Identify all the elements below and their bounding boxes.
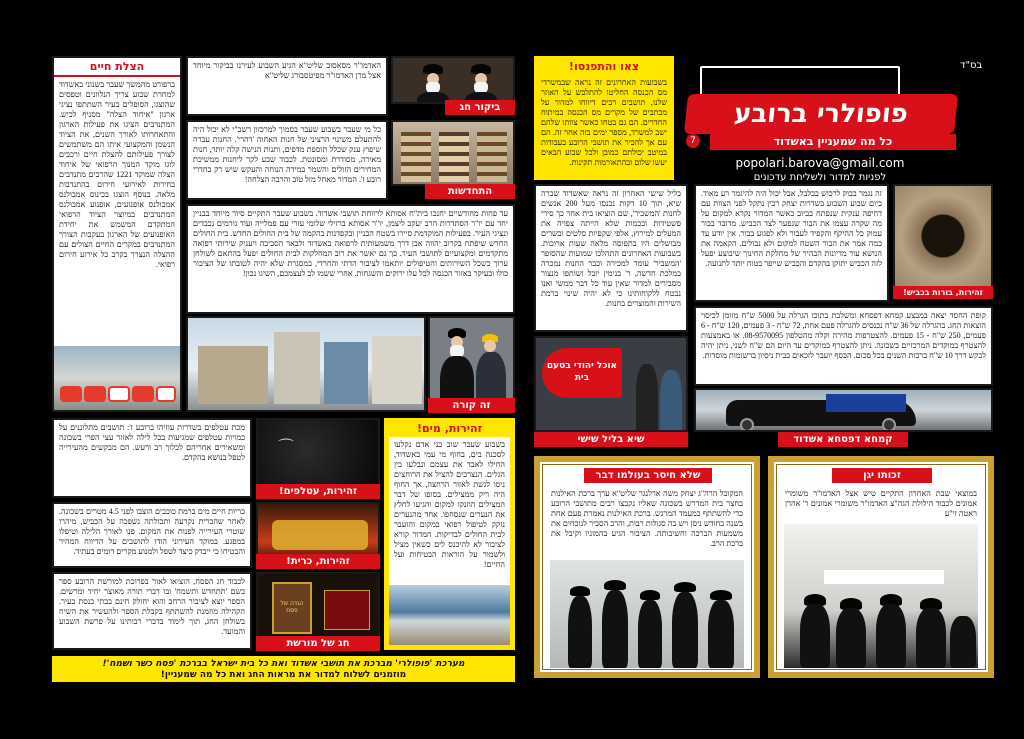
article-body: האדמו"ר מסאסוב שליט"א הגיע השבוע לעירנו בביקור מיוחד אצל מרן האדמו"ר מפיטסבורג שליט"א [193, 61, 381, 80]
article-body: קופת החסד יצאה במבצע קמחא דפסחא ומשלבת בתוכו הגרלה על 5000 ש"ח מזומן לכיסוי הוצאות החג. בהגרלה של 36 ש"ח נכנסים להגרלה פעם אחת, 72 ש"ח - 3 פעמים, 120 ש"ח - 6 פעמים, 250 ש"ח - 15 פעמים. להצטרפות מהירה וקלה מהטלפון 08-9570095. או באמצעות להצטרף במוקדים המרכזיים בשכונה. ניתן להצטרף במוקדים עד היום הם ש"ח לשני, ניתן יהיה לבקש דרך 10 ש"ח ברבות השנים בכל סכום. הכסף יועבר לזכאים בבית ניסיון ברשומות מוסדות. [701, 311, 986, 360]
beach-photo [389, 585, 510, 645]
footer-line-2: מוזמנים לשלוח למדור את מראות החג ואת כל מה שמעניין! [160, 670, 407, 680]
footer-line-1: מערכת 'פופולרי' מברכת את תושבי אשדוד ואת כל בית ישראל בברכת 'פסח כשר ושמח'! [102, 659, 465, 669]
visit-photo [391, 56, 515, 104]
article-kosher-fund [694, 306, 993, 386]
renovation-caption: התחדשות [425, 184, 515, 199]
article-visit [186, 56, 388, 116]
merit-title: זכותו יגן [832, 468, 932, 483]
tradition-caption: חג של מורשת [256, 636, 380, 651]
page-label: בס"ד [960, 60, 983, 71]
article-bats [52, 418, 252, 498]
article-body: במוצאי שבת האחרון התקיים טיש אצל האדמו"ר משומרי אמונים לכבוד הילולת הגה"צ האדמו"ר משומרי אמונים ר' אהרן ראטה זי"ע [785, 489, 977, 518]
car-photo [694, 388, 993, 432]
masthead-subtitle: כל מה שמעניין באשדוד [710, 134, 956, 150]
article-body: בליל שישי האחרון זה נראה שאשדוד שברה שיא, תוך 10 דקות נכנסו מעל 200 אנשים לחנות 'המשביר', שם הוציאו בית אחר כך סירי פשטידות ובכמות שלא הייתה צפויה את המעלים למירוץ, אלפי שקפיות סלטים ובשרים מבושלים היו בתפוסה מלאה שעות ארוכות. בשבועות האחרונים התהלכו שמועות שהסופר 'המשביר' עומד למכירה וכבר החנות נמכרה במלכת חדשה, ר' בנימין יובל ושותפו מנצור מסבירים למדור שאין עוד כל דבר ממשי ואנו נבטח ללקוחותינו כי לא יהיה שינוי ברמת השירות והמוצרים בחנות. [541, 189, 682, 308]
book-title: הגדה של פסח [280, 600, 304, 614]
banner-text: אוכל יהודי בטעם בית [546, 361, 618, 383]
footer-banner [52, 656, 515, 682]
article-merit [768, 456, 994, 678]
article-no-shortage [534, 456, 760, 678]
article-water [384, 418, 515, 650]
article-body: ברפורט מהמשך שעבר בשנוני באשדוד למחרת שבוע צריך הנלוונים וטפסים שהוצגו, הסופלים בעיר השתתפו נציגי ארגון "איחוד הצלה" מסניף לכיש. המתנדבים הציגו את פעילות הארגון והתאחרותו לאורך השנים, את הציוד הנשמן והמקצועי איתו הם משתמשים לצורך פעילותם להצלת חיים ורכבים לוגו מוקד המנוך הרפואי של איחוד הצלה שמוקד 1221 שהרבים מתנדבים בחירות לאירועי חירום בהתנדבות מלאה. בנוסף הוצגו בכינוס אמבולנס אמבולנס אופנועים, אופנוע אמבולנס המתנדבים במיוצר הציוד הרפואי המתקדם המשמש את יחידת האופנועים של הארגון בעקבות הצורך המתנדבים במקרים החיים הצולים עם ההצלה הנצרך בקרב כל אירוע חירום רפואי. [59, 80, 175, 269]
no-shortage-title: שלא חיסר בעולמו דבר [584, 468, 712, 483]
article-title: צאו והתפנסו! [536, 58, 672, 75]
article-friday [534, 184, 688, 332]
article-body: כריות חיים מים ברמת כוכבים הוצבו לפני 4.5 מטרים בשכונה. לאחר שהכרית נקרעה ותכולתה נשפכה על הכביש, מיהרו שוטרי העירייה לפנות את המקום. פנו לאורך הלילה וטיפלו במפגע. במוקד העירוני הודו לתושבים על הדיווח המהיר והבטיחו כי ייבדק כיצד לטפל ולמנוע מקרים דומים בעתיד. [59, 507, 245, 556]
article-warning [534, 56, 674, 180]
pothole-photo [893, 184, 993, 288]
kosher-caption: קמחא דפסחא אשדוד [778, 432, 908, 447]
email-link[interactable]: popolari.barova@gmail.com [735, 156, 905, 170]
article-cornerstone [186, 204, 515, 314]
article-body: זה נגמר בבוק לרכוש בבלבל, אבל יכול היה להיגמר רע מאוד. ביום שבוע השבוע בשדרות יצחק רבין נתקל לפני הצוות עם דחיפה ענקית שנפתח בביוב כאשר המדור נקרא למקום על מה שקרה עצמו את הבור שנפער לצד הכביש. מדובר בבור עמוק כל ההיקף והקפיד לעבור ולא לפגוע בבור. אין יודע עד כמה אמר את הבור השטח למקום ולא נבולים. הקאמה את הנושא עוד מדיונות הבהיר של מחלקת החינוך שיבוצע יפעל לזה הכביש יתוקן בהקדם והכביש שייפר בטוח יותר לתנועה. [701, 189, 882, 268]
bat-icon: ⌒ [278, 437, 295, 456]
issue-number: 7 [686, 134, 700, 148]
pillow-caption: זהירות, כרית! [256, 554, 380, 569]
article-body: בשבוע שעבר שוב בני אדם נקלעו לסכנה בים, בחוף מי עמי באשדוד, החילו לאבד את עצמם ונבלעו בין הגלים. הנצרכים להציל את הרוחצים ניסו לגשת לאזור הרחצה, אך החוף היה ריק ממצילים. בסופו של דבר המצילים הוזנקו למקום והגיעו לחלץ את הנערים שנסחפו. אחד מהנערים נזקק לטיפול רפואי במקום והועבר לבית החולים לבדיקות. המדור קורא לציבור לא להיכנס לים כשאין מציל ולשמור על הוראות הבטיחות ועל החיים! [389, 437, 510, 585]
article-tradition [52, 572, 252, 650]
bats-caption: זהירות, עטלפים! [256, 484, 380, 499]
article-body: המקובל הרה"ג יצחק משה ארלנגר שליט"א ערך ברכת האילנות בחצר בית המדרש בשכונה שאליו נקבצו רבים מתושבי הרובע כדי להשתתף במעמד המרגש. ברכת האילנות נאמרת פעם אחת בשנה בחודש ניסן ויש בה סגולות רבות, והרב הסביר לנוכחים את משמעות הברכה וחשיבותה. הציבור הגיע בהמוניו וקיבל את ברכת הרב. [551, 489, 743, 548]
article-body: כל מי שעבר בשבוע שעבר בסמוך למרכזון רשב"י לא יכול היה להתעלם משינוי הרציני של חנות האחוה 'דהרי'. החנות עברה שיפוץ ענק שכלל תוספת מדפים, ותנות הנישה קלה יותר, חנות מאירה, מסודרת ומסונטת. לכבוד שבע לקר ליחנות ממשיכת המחירים הזולים והשמר במידה הנוחה והעקש שיש רק בחדרי רובע ז'. המדור מאחל מזל טוב והרבה הצלחה! [193, 125, 381, 184]
article-renovation [186, 120, 388, 200]
blessing-photo [550, 560, 744, 668]
store-photo [391, 120, 515, 186]
shop-photo [534, 336, 688, 432]
shop-banner [542, 348, 622, 398]
article-body: עד פחות מחודשיים יחנכו בית"ח אסותא לרווחת תושבי אשדוד. בשבוע שעבר התקיים סיור מיוחד בבניין יחד עם יו"ר הסתדרות הרב יעקב ליצמן, יו"ר אסותא ברזילי שלומי עזרי עם פמלייה ועוד גורמים נכבדים ונציגי העיר. בפעילות המוקדמת סיירו בשטח הבניין ובקפדנות בהקמה של בית החולים החדש. בית החולים החדש שיפתח בקרוב יהווה אבן דרך משמעותית לרפואה באשדוד ולבאר הסביבה ויעניק שירותי רפואה מתקדמים ומקצועיים לתושבי העיר. כך גם יאשר את רוב המחלקות לבית החולים יפעל בהתאם לשולחן ערוך כשכל השירותים והטיפולים יותאמו לציבור הדתי והחרדי, במסגרת שלא יהיה לטובתו של הציבור כולו ובעיקר באזור הכנסה לכל עלו ירוקים והשגחות. אחרי ששמו לב לעצמכם, השיגו נכון! [193, 209, 508, 278]
ambulances-photo [54, 346, 180, 410]
masthead-title: פופולרי ברובע [684, 94, 958, 134]
article-body: בשבועות האחרונים זה נראה שבמשרדי מס הכנסה החליטו להתלבש על האוזר שלנו, תושבים רבים דיווחו למדור על מכתבים של מקרים מס הכנסה במיתוח החדרים. הם גם בטחו כאשר צוותו שלהם ישב למשרד, מספר ימים בזה אחר זה. הם עם אך להכיר את תושבי הרובע בעבודות במיטב יכולתם כמובן ולכל שבוע הבאים יעשו שלום ובהתאורמות תקינות. [541, 78, 667, 167]
pothole-caption: זהירות, בורות בכביש! [893, 286, 993, 299]
article-body: לכבוד חג הפסח, הוציאו לאור בפרוכת למורשת הרובע ספר בשם 'תתחדש ותשמח' ובו דברי תורה מאוצר יחיד ומרשים. הספר יוצא לציבור הרחב והוא יחולק חינם בבתי כנסת בעיר. הקהילה מוזמנת להשתתף בקבלת הספר ולהעשיר את השיח בשולחן החג, תוך לימוד בדברי רבותינו על פרשת השבוע והמועד. [59, 577, 245, 636]
cornerstone-caption: זה קורה [428, 398, 515, 413]
tisch-photo [784, 524, 978, 668]
contact-line: לפניות למדור ולשליחת עדכונים [753, 172, 887, 183]
article-title: זהירות, מים! [386, 420, 513, 437]
article-save-lives [52, 56, 182, 412]
hospital-photo [186, 316, 426, 412]
article-pillow [52, 502, 252, 568]
friday-caption: שיא בליל שישי [534, 432, 688, 447]
article-title: הצלת חיים [54, 58, 180, 77]
article-body: מכת עטלפים בשדרות עוזיהו ברובע ז': תושבים מתלוננים על כמויות עטלפים שמגיעות בכל לילה לאזור עצי הפרי בשכונה ומשאירים אחריהם לכלוך רב ורעש. הם מבקשים מהעירייה לטפל בנושא בהקדם. [59, 423, 245, 462]
visit-caption: ביקור חג [445, 100, 515, 115]
article-pothole [694, 184, 889, 302]
